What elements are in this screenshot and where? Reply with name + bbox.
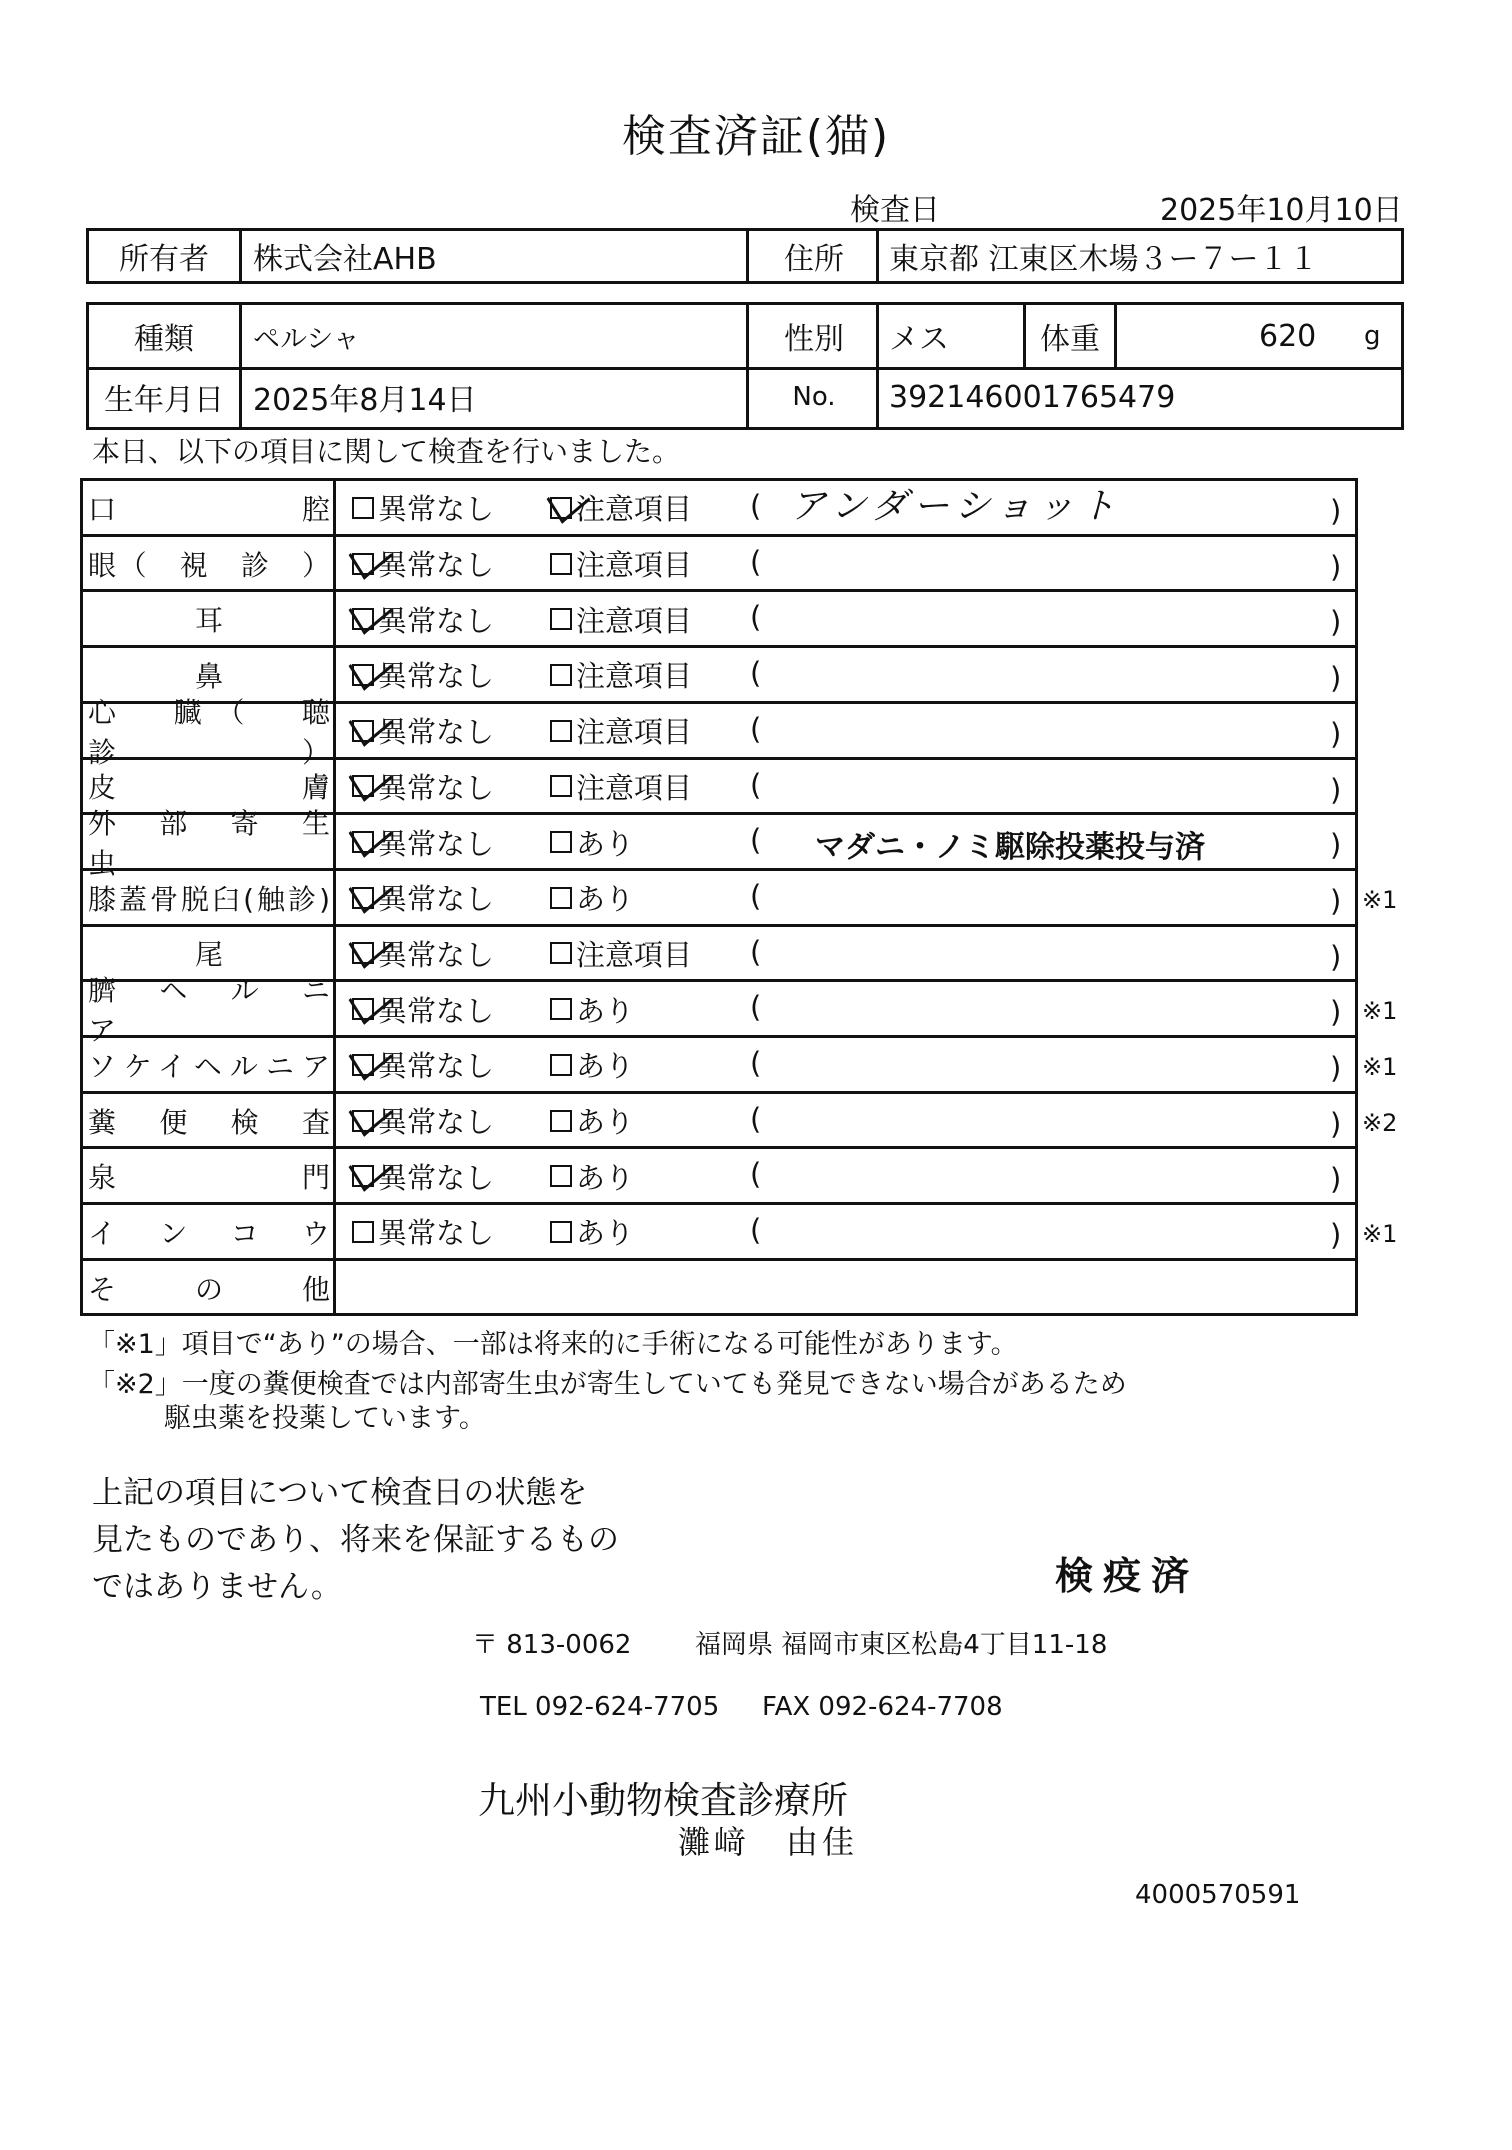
item-label — [88, 597, 330, 641]
checkbox-caution[interactable] — [550, 608, 572, 630]
option-caution[interactable] — [550, 542, 692, 586]
row-divider — [80, 1202, 1358, 1205]
address-value: 東京都 江東区木場３ー７ー１１ — [889, 242, 1319, 277]
owner-box — [86, 228, 1404, 284]
disclaimer-line: ではありません。 — [92, 1569, 342, 1605]
option-normal[interactable] — [352, 932, 494, 976]
item-label-text: 糞 便 検 査 — [88, 1105, 330, 1139]
no-label: No. — [792, 382, 836, 412]
checkbox-normal[interactable] — [352, 831, 374, 853]
checkbox-normal[interactable] — [352, 1221, 374, 1243]
item-label-text: 臍 ヘ ル ニ ア — [88, 974, 359, 1048]
sex-value: メス — [889, 322, 949, 357]
footnote-mark: ※2 — [1362, 1108, 1398, 1137]
clinic-person: 灘﨑 由佳 — [678, 1823, 859, 1861]
option-normal[interactable] — [352, 765, 494, 809]
footnote-mark: ※1 — [1362, 997, 1398, 1026]
option-normal-label: 異常なし — [378, 1049, 495, 1084]
footnote-2-cont: 駆虫薬を投薬しています。 — [164, 1403, 486, 1434]
option-caution[interactable] — [550, 709, 692, 753]
checkbox-normal[interactable] — [352, 1110, 374, 1132]
birth-value: 2025年8月14日 — [253, 383, 477, 418]
option-normal-label: 異常なし — [378, 937, 495, 972]
checkbox-present[interactable] — [550, 1165, 572, 1187]
item-label — [88, 1043, 330, 1087]
checkbox-normal[interactable] — [352, 497, 374, 519]
option-present[interactable] — [550, 820, 634, 864]
option-present-label: あり — [576, 1105, 635, 1140]
close-paren: ) — [1330, 716, 1342, 751]
option-normal[interactable] — [352, 820, 494, 864]
option-present[interactable] — [550, 1210, 634, 1254]
footnote-mark: ※1 — [1362, 885, 1398, 914]
weight-label: 体重 — [1040, 322, 1100, 357]
option-present-label: あり — [576, 1160, 635, 1195]
weight-unit: g — [1364, 321, 1381, 351]
item-label-text: イ ン コ ウ — [88, 1216, 330, 1250]
open-paren: ( — [750, 934, 762, 969]
option-normal[interactable] — [352, 1099, 494, 1143]
item-label — [88, 807, 359, 881]
row-divider — [80, 589, 1358, 592]
address-label: 住所 — [784, 242, 844, 277]
birth-label: 生年月日 — [104, 383, 224, 418]
animal-box — [86, 302, 1404, 430]
serial-number: 4000570591 — [1135, 1880, 1301, 1910]
checkbox-present[interactable] — [550, 1110, 572, 1132]
open-paren: ( — [750, 711, 762, 746]
item-label-text: ソケイヘルニア — [88, 1049, 330, 1083]
option-caution-label: 注意項目 — [576, 770, 693, 805]
owner-label: 所有者 — [119, 242, 209, 277]
option-normal-label: 異常なし — [378, 659, 495, 694]
checkbox-present[interactable] — [550, 998, 572, 1020]
item-label-text: 耳 — [194, 604, 223, 638]
option-caution[interactable] — [550, 486, 692, 530]
option-normal-label: 異常なし — [378, 715, 495, 750]
owner-value: 株式会社AHB — [253, 242, 437, 277]
checkbox-caution[interactable] — [550, 942, 572, 964]
item-label — [88, 695, 359, 769]
open-paren: ( — [750, 600, 762, 635]
clinic-address: 福岡県 福岡市東区松島4丁目11-18 — [695, 1630, 1108, 1660]
disclaimer-line: 上記の項目について検査日の状態を — [92, 1475, 588, 1511]
option-present-label: あり — [576, 882, 635, 917]
checkbox-normal[interactable] — [352, 608, 374, 630]
item-label-text: 膝蓋骨脱臼(触診) — [88, 882, 330, 916]
option-normal[interactable] — [352, 597, 494, 641]
open-paren: ( — [750, 823, 762, 858]
checkbox-normal[interactable] — [352, 553, 374, 575]
checkbox-present[interactable] — [550, 831, 572, 853]
close-paren: ) — [1330, 1106, 1342, 1141]
checkbox-normal[interactable] — [352, 1054, 374, 1076]
close-paren: ) — [1330, 883, 1342, 918]
item-label-text: そ の 他 — [88, 1272, 330, 1306]
exam-date-value: 2025年10月10日 — [1160, 193, 1403, 228]
item-label-text: 鼻 — [194, 659, 223, 693]
item-label — [88, 1210, 330, 1254]
option-normal-label: 異常なし — [378, 993, 495, 1028]
item-note-handwritten: アンダーショット — [790, 486, 1122, 527]
option-normal-label: 異常なし — [378, 882, 495, 917]
item-label-text: 皮 膚 — [88, 771, 330, 805]
breed-value: ペルシャ — [253, 323, 360, 355]
option-normal-label: 異常なし — [378, 826, 495, 861]
checkbox-normal[interactable] — [352, 942, 374, 964]
no-value: 392146001765479 — [889, 379, 1176, 415]
option-caution[interactable] — [550, 932, 692, 976]
option-caution-label: 注意項目 — [576, 715, 693, 750]
footnote-mark: ※1 — [1362, 1220, 1398, 1249]
item-label-text: 外 部 寄 生 虫 — [88, 807, 359, 881]
option-caution[interactable] — [550, 653, 692, 697]
item-label — [88, 486, 330, 530]
option-present-label: あり — [576, 1216, 635, 1251]
checkbox-caution[interactable] — [550, 664, 572, 686]
checkbox-present[interactable] — [550, 1221, 572, 1243]
close-paren: ) — [1330, 1051, 1342, 1085]
option-normal[interactable] — [352, 1210, 494, 1254]
option-normal[interactable] — [352, 876, 494, 920]
divider — [1114, 305, 1117, 367]
disclaimer — [92, 1470, 619, 1611]
open-paren: ( — [750, 990, 762, 1025]
option-normal[interactable] — [352, 486, 494, 530]
option-caution[interactable] — [550, 597, 692, 641]
open-paren: ( — [750, 878, 762, 913]
checkbox-normal[interactable] — [352, 887, 374, 909]
checkbox-present[interactable] — [550, 1054, 572, 1076]
checkbox-normal[interactable] — [352, 720, 374, 742]
row-divider — [80, 1258, 1358, 1261]
sex-label: 性別 — [784, 322, 844, 357]
document-title: 検査済証(猫) — [621, 111, 891, 162]
option-normal-label: 異常なし — [378, 1160, 495, 1195]
divider — [876, 231, 879, 281]
footnote-1: 「※1」項目で“あり”の場合、一部は将来的に手術になる可能性があります。 — [88, 1329, 1018, 1360]
item-label-text: 眼（ 視 診 ） — [88, 548, 330, 582]
checkbox-normal[interactable] — [352, 664, 374, 686]
divider — [239, 305, 242, 427]
option-present[interactable] — [550, 1154, 634, 1198]
breed-label: 種類 — [134, 322, 194, 357]
option-normal[interactable] — [352, 542, 494, 586]
option-caution-label: 注意項目 — [576, 492, 693, 527]
option-normal-label: 異常なし — [378, 492, 495, 527]
option-caution-label: 注意項目 — [576, 659, 693, 694]
item-label — [88, 542, 330, 586]
item-note: マダニ・ノミ駆除投薬投与済 — [815, 830, 1205, 866]
divider — [239, 231, 242, 281]
item-label — [88, 1154, 330, 1198]
option-normal-label: 異常なし — [378, 770, 495, 805]
row-divider — [80, 1091, 1358, 1094]
checkbox-normal[interactable] — [352, 775, 374, 797]
row-divider — [80, 924, 1358, 927]
checkbox-caution[interactable] — [550, 720, 572, 742]
option-normal[interactable] — [352, 987, 494, 1031]
close-paren: ) — [1330, 1162, 1342, 1197]
item-label-other — [88, 1266, 330, 1310]
option-caution-label: 注意項目 — [576, 548, 693, 583]
intro-text: 本日、以下の項目に関して検査を行いました。 — [92, 435, 681, 468]
row-divider — [80, 1146, 1358, 1149]
item-label-text: 心 臓（ 聴 診 ） — [88, 695, 359, 769]
close-paren: ) — [1330, 828, 1342, 863]
weight-value: 620 — [1259, 318, 1317, 354]
option-normal[interactable] — [352, 709, 494, 753]
checkbox-caution[interactable] — [550, 497, 572, 519]
open-paren: ( — [750, 1213, 762, 1248]
footnote-mark: ※1 — [1362, 1053, 1398, 1081]
clinic-postal: 〒 813-0062 — [472, 1630, 632, 1660]
quarantine-stamp: 検疫済 — [1055, 1554, 1200, 1598]
item-label-text: 口 腔 — [88, 492, 330, 526]
option-normal[interactable] — [352, 653, 494, 697]
disclaimer-line: 見たものであり、将来を保証するもの — [92, 1522, 619, 1558]
option-normal-label: 異常なし — [378, 548, 495, 583]
close-paren: ) — [1330, 1218, 1342, 1253]
open-paren: ( — [750, 1157, 762, 1192]
option-normal[interactable] — [352, 1154, 494, 1198]
close-paren: ) — [1330, 494, 1342, 528]
close-paren: ) — [1330, 939, 1342, 974]
footnote-2: 「※2」一度の糞便検査では内部寄生虫が寄生していても発見できない場合があるため — [88, 1369, 1127, 1400]
option-normal-label: 異常なし — [378, 1216, 495, 1251]
clinic-tel: TEL 092-624-7705 — [480, 1692, 720, 1722]
option-present-label: あり — [576, 1049, 635, 1084]
option-caution-label: 注意項目 — [576, 937, 693, 972]
option-present[interactable] — [550, 987, 634, 1031]
open-paren: ( — [750, 1046, 762, 1080]
option-caution-label: 注意項目 — [576, 603, 693, 638]
option-present-label: あり — [576, 826, 635, 861]
checkbox-normal[interactable] — [352, 1165, 374, 1187]
option-normal-label: 異常なし — [378, 603, 495, 638]
close-paren: ) — [1330, 549, 1342, 584]
option-present-label: あり — [576, 993, 635, 1028]
checkbox-caution[interactable] — [550, 553, 572, 575]
open-paren: ( — [750, 489, 762, 523]
checkbox-caution[interactable] — [550, 775, 572, 797]
option-normal[interactable] — [352, 1043, 494, 1087]
close-paren: ) — [1330, 772, 1342, 807]
close-paren: ) — [1330, 995, 1342, 1030]
close-paren: ) — [1330, 605, 1342, 640]
clinic-fax: FAX 092-624-7708 — [762, 1692, 1003, 1722]
open-paren: ( — [750, 767, 762, 802]
option-normal-label: 異常なし — [378, 1105, 495, 1140]
item-label — [88, 1099, 330, 1143]
clinic-name: 九州小動物検査診療所 — [478, 1779, 848, 1822]
column-divider — [333, 478, 336, 1316]
option-present[interactable] — [550, 1043, 634, 1087]
item-label — [88, 974, 359, 1048]
item-label-text: 泉 門 — [88, 1161, 330, 1195]
option-present[interactable] — [550, 1099, 634, 1143]
close-paren: ) — [1330, 661, 1342, 696]
checkbox-present[interactable] — [550, 887, 572, 909]
open-paren: ( — [750, 656, 762, 691]
exam-date-label: 検査日 — [850, 193, 940, 228]
option-caution[interactable] — [550, 765, 692, 809]
item-label — [88, 876, 330, 920]
open-paren: ( — [750, 1101, 762, 1136]
option-present[interactable] — [550, 876, 634, 920]
checkbox-normal[interactable] — [352, 998, 374, 1020]
row-divider — [80, 534, 1358, 537]
open-paren: ( — [750, 544, 762, 579]
item-label-text: 尾 — [194, 938, 223, 972]
row-divider — [80, 645, 1358, 648]
